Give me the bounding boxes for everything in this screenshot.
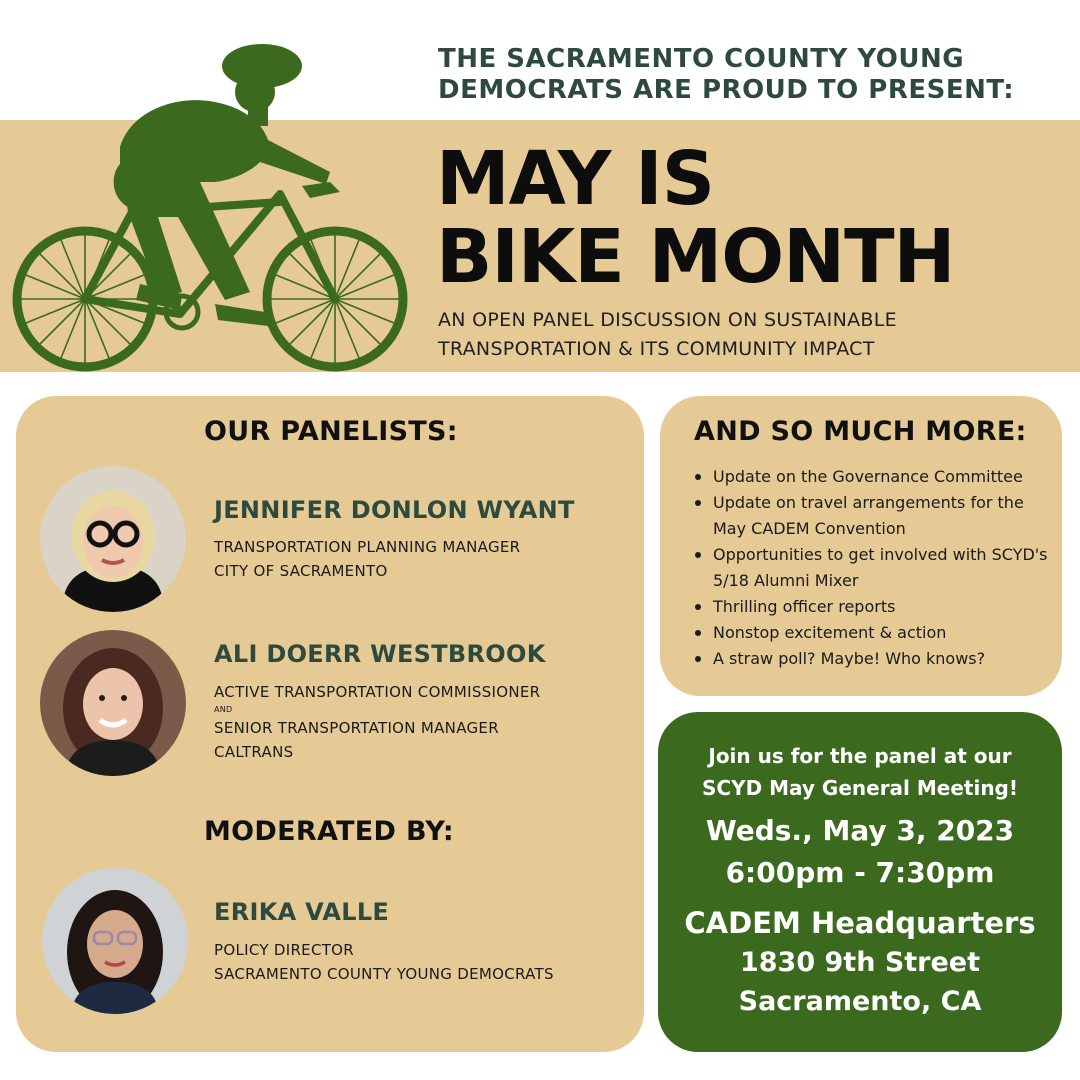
agenda-item: Nonstop excitement & action [692,620,1052,646]
agenda-item: Thrilling officer reports [692,594,1052,620]
intro-line-1: THE SACRAMENTO COUNTY YOUNG [438,44,965,74]
subtitle-line-2: TRANSPORTATION & ITS COMMUNITY IMPACT [438,338,875,360]
moderator-role-line: POLICY DIRECTOR [214,941,355,959]
event-subtitle [438,306,1058,364]
event-datetime [658,810,1062,894]
panelist-org-line: CITY OF SACRAMENTO [214,562,388,580]
panelist-role-connector: AND [214,705,233,714]
panelists-heading: OUR PANELISTS: [204,416,458,447]
moderator-org-line: SACRAMENTO COUNTY YOUNG DEMOCRATS [214,965,554,983]
moderator-role [214,938,554,986]
panelist-role-line: SENIOR TRANSPORTATION MANAGER [214,719,499,737]
panelist-org-line: CALTRANS [214,743,294,761]
headline-line-1: MAY IS [436,136,715,222]
moderator-heading: MODERATED BY: [204,816,454,847]
agenda-item: A straw poll? Maybe! Who knows? [692,646,1052,672]
event-invite-line-2: SCYD May General Meeting! [702,776,1018,800]
event-invite [658,740,1062,804]
event-location [658,904,1062,1021]
cyclist-silhouette-icon [10,22,410,377]
agenda-item: Update on travel arrangements for the May CADEM Convention [692,490,1052,542]
panelist-role [214,680,540,764]
panelist-role-line: TRANSPORTATION PLANNING MANAGER [214,538,521,556]
agenda-list [692,464,1052,672]
panelist-role-line: ACTIVE TRANSPORTATION COMMISSIONER [214,683,541,701]
event-invite-line-1: Join us for the panel at our [708,744,1012,768]
panelist-photo-jennifer [40,466,186,612]
event-details-card [658,712,1062,1052]
agenda-item: Opportunities to get involved with SCYD's 5/18 Alumni Mixer [692,542,1052,594]
event-street: 1830 9th Street [739,947,981,978]
panelist-photo-ali [40,630,186,776]
intro-line-2: DEMOCRATS ARE PROUD TO PRESENT: [438,75,1015,105]
subtitle-line-1: AN OPEN PANEL DISCUSSION ON SUSTAINABLE [438,309,897,331]
event-time: 6:00pm - 7:30pm [725,856,995,889]
event-date: Weds., May 3, 2023 [705,814,1015,847]
moderator-photo [42,868,188,1014]
agenda-item: Update on the Governance Committee [692,464,1052,490]
event-city: Sacramento, CA [738,986,982,1017]
panelist-role [214,535,520,583]
moderator-name: ERIKA VALLE [214,898,390,926]
panelist-name: JENNIFER DONLON WYANT [214,496,575,524]
event-venue: CADEM Headquarters [684,906,1036,940]
panelist-name: ALI DOERR WESTBROOK [214,640,546,668]
presenter-intro [438,44,1058,106]
event-headline [436,136,1076,300]
headline-line-2: BIKE MONTH [436,214,955,300]
agenda-heading: AND SO MUCH MORE: [694,416,1027,447]
